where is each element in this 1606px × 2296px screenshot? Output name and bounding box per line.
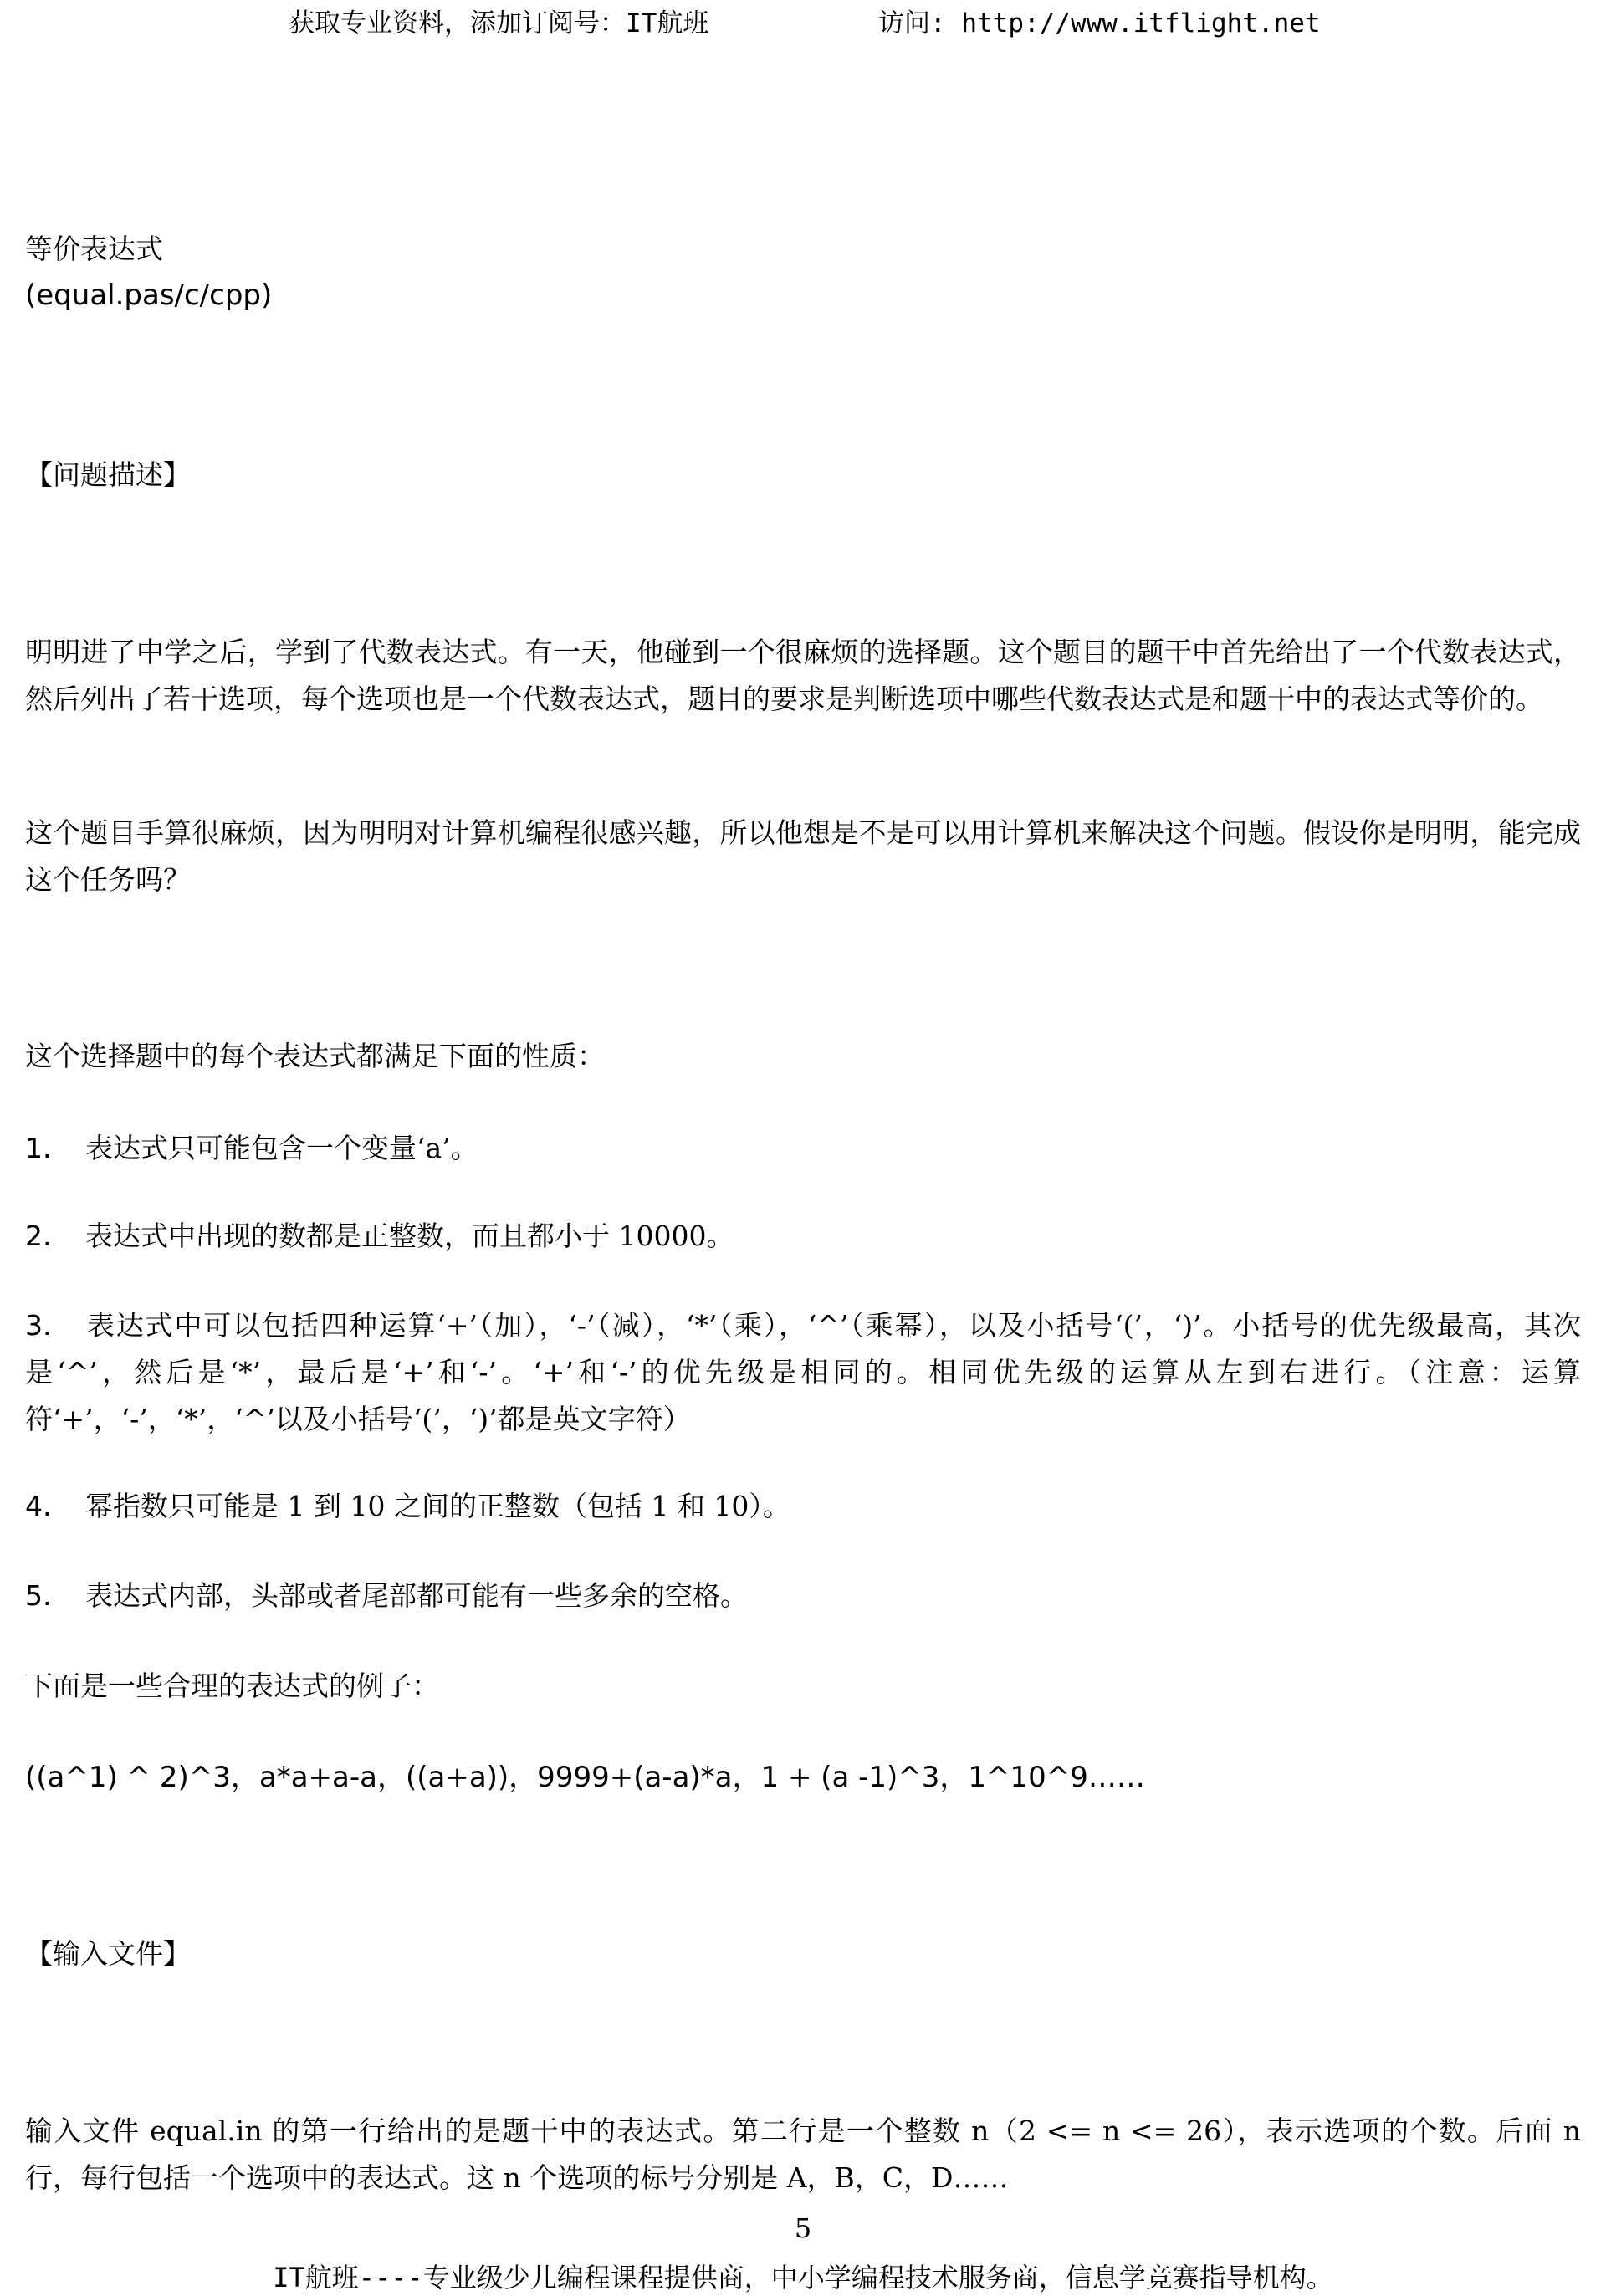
examples-intro: 下面是一些合理的表达式的例子： [25, 1670, 439, 1702]
property-text: 表达式中出现的数都是正整数，而且都小于 10000。 [85, 1220, 734, 1252]
property-number: 2. [25, 1220, 52, 1252]
property-text: 表达式只可能包含一个变量‘a’。 [85, 1132, 478, 1164]
page-number: 5 [794, 2212, 812, 2244]
property-number: 1. [25, 1132, 52, 1164]
header-url-text: 访问: http://www.itflight.net [878, 8, 1321, 38]
property-item [25, 1302, 1581, 1443]
problem-paragraph-1: 明明进了中学之后，学到了代数表达式。有一天，他碰到一个很麻烦的选择题。这个题目的题干中首先给出了一个代数表达式，然后列出了若干选项，每个选项也是一个代数表达式，题目的要求是判断选项中哪些代数表达式是和题干中的表达式等价的。 [25, 636, 1581, 715]
property-item [25, 1572, 748, 1619]
input-description: 输入文件 equal.in 的第一行给出的是题干中的表达式。第二行是一个整数 n（2 <= n <= 26），表示选项的个数。后面 n 行，每行包括一个选项中的表达式。这 n 个选项的标号分别是 A，B，C，D…… [25, 2114, 1581, 2194]
section-heading-problem: 【问题描述】 [25, 458, 191, 491]
problem-filename: (equal.pas/c/cpp) [25, 279, 273, 312]
problem-paragraph-2: 这个题目手算很麻烦，因为明明对计算机编程很感兴趣，所以他想是不是可以用计算机来解决这个问题。假设你是明明，能完成这个任务吗？ [25, 816, 1581, 896]
page-header [0, 2, 1606, 38]
property-text: 表达式内部，头部或者尾部都可能有一些多余的空格。 [85, 1579, 748, 1612]
property-item [25, 1125, 478, 1172]
page-footer: IT航班----专业级少儿编程课程提供商，中小学编程技术服务商，信息学竞赛指导机构。 [273, 2262, 1333, 2293]
problem-title: 等价表达式 [25, 233, 163, 265]
properties-intro: 这个选择题中的每个表达式都满足下面的性质： [25, 1040, 605, 1072]
property-number: 4. [25, 1490, 52, 1522]
property-number: 5. [25, 1579, 52, 1612]
section-heading-input: 【输入文件】 [25, 1937, 191, 1970]
property-number: 3. [25, 1309, 52, 1342]
header-subscribe-text: 获取专业资料，添加订阅号：IT航班 [289, 8, 709, 38]
property-item [25, 1483, 790, 1530]
property-text: 幂指数只可能是 1 到 10 之间的正整数（包括 1 和 10）。 [85, 1490, 790, 1522]
property-item [25, 1213, 734, 1260]
examples-text: ((a^1) ^ 2)^3，a*a+a-a，((a+a))，9999+(a-a)*a，1 + (a -1)^3，1^10^9…… [25, 1761, 1145, 1794]
property-text: 表达式中可以包括四种运算‘+’（加），‘-’（减），‘*’（乘），‘^’（乘幂），以及小括号‘(’，‘)’。小括号的优先级最高，其次是‘^’，然后是‘*’，最后是‘+’和‘-’。‘+’和‘-’的优先级是相同的。相同优先级的运算从左到右进行。（注意：运算符‘+’，‘-’，‘*’，‘^’以及小括号‘(’，‘)’都是英文字符） [25, 1309, 1581, 1435]
